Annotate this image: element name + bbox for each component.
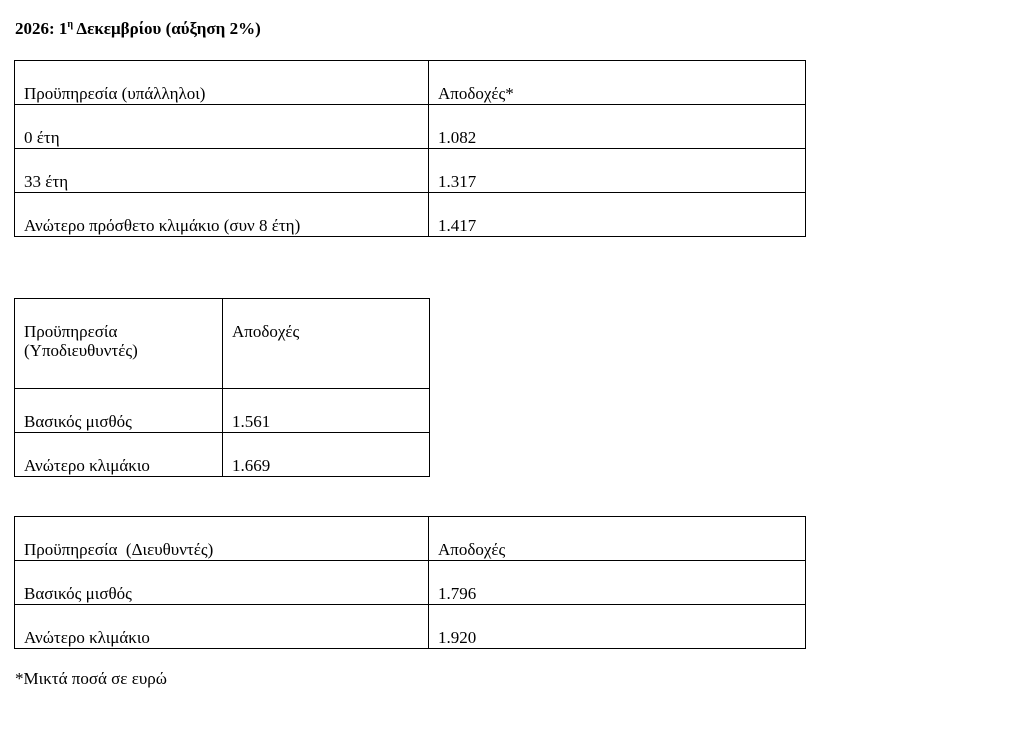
table-header-cell: Αποδοχές — [223, 299, 430, 389]
table-row — [15, 193, 806, 237]
table-cell: Βασικός μισθός — [15, 389, 223, 433]
table-header-cell: Αποδοχές* — [429, 61, 806, 105]
table-row — [15, 605, 806, 649]
table-row — [15, 149, 806, 193]
table-header-cell: Προϋπηρεσία (Διευθυντές) — [15, 517, 429, 561]
table-cell: 0 έτη — [15, 105, 429, 149]
table-row — [15, 561, 806, 605]
employees-salary-table — [14, 60, 806, 237]
table-header-row — [15, 61, 806, 105]
title-superscript: η — [67, 19, 74, 30]
table-cell: 1.669 — [223, 433, 430, 477]
table-row — [15, 105, 806, 149]
table-cell: 1.082 — [429, 105, 806, 149]
table-header-row — [15, 299, 430, 389]
table-row — [15, 433, 430, 477]
table-cell: 1.796 — [429, 561, 806, 605]
table-cell: Ανώτερο κλιμάκιο — [15, 433, 223, 477]
title-prefix: 2026: 1 — [15, 19, 68, 38]
table-cell: Βασικός μισθός — [15, 561, 429, 605]
table-cell: 1.561 — [223, 389, 430, 433]
table-cell: 1.417 — [429, 193, 806, 237]
table-cell: 1.317 — [429, 149, 806, 193]
table-header-cell: Προϋπηρεσία (υπάλληλοι) — [15, 61, 429, 105]
deputy-directors-salary-table — [14, 298, 430, 477]
table-cell: 1.920 — [429, 605, 806, 649]
table-cell: Ανώτερο πρόσθετο κλιμάκιο (συν 8 έτη) — [15, 193, 429, 237]
table-header-cell: Προϋπηρεσία (Υποδιευθυντές) — [15, 299, 223, 389]
table-cell: Ανώτερο κλιμάκιο — [15, 605, 429, 649]
title-suffix: Δεκεμβρίου (αύξηση 2%) — [73, 19, 261, 38]
table-header-cell: Αποδοχές — [429, 517, 806, 561]
table-header-row — [15, 517, 806, 561]
table-cell: 33 έτη — [15, 149, 429, 193]
table-row — [15, 389, 430, 433]
footnote: *Μικτά ποσά σε ευρώ — [15, 669, 167, 688]
page-title — [15, 19, 261, 39]
directors-salary-table — [14, 516, 806, 649]
